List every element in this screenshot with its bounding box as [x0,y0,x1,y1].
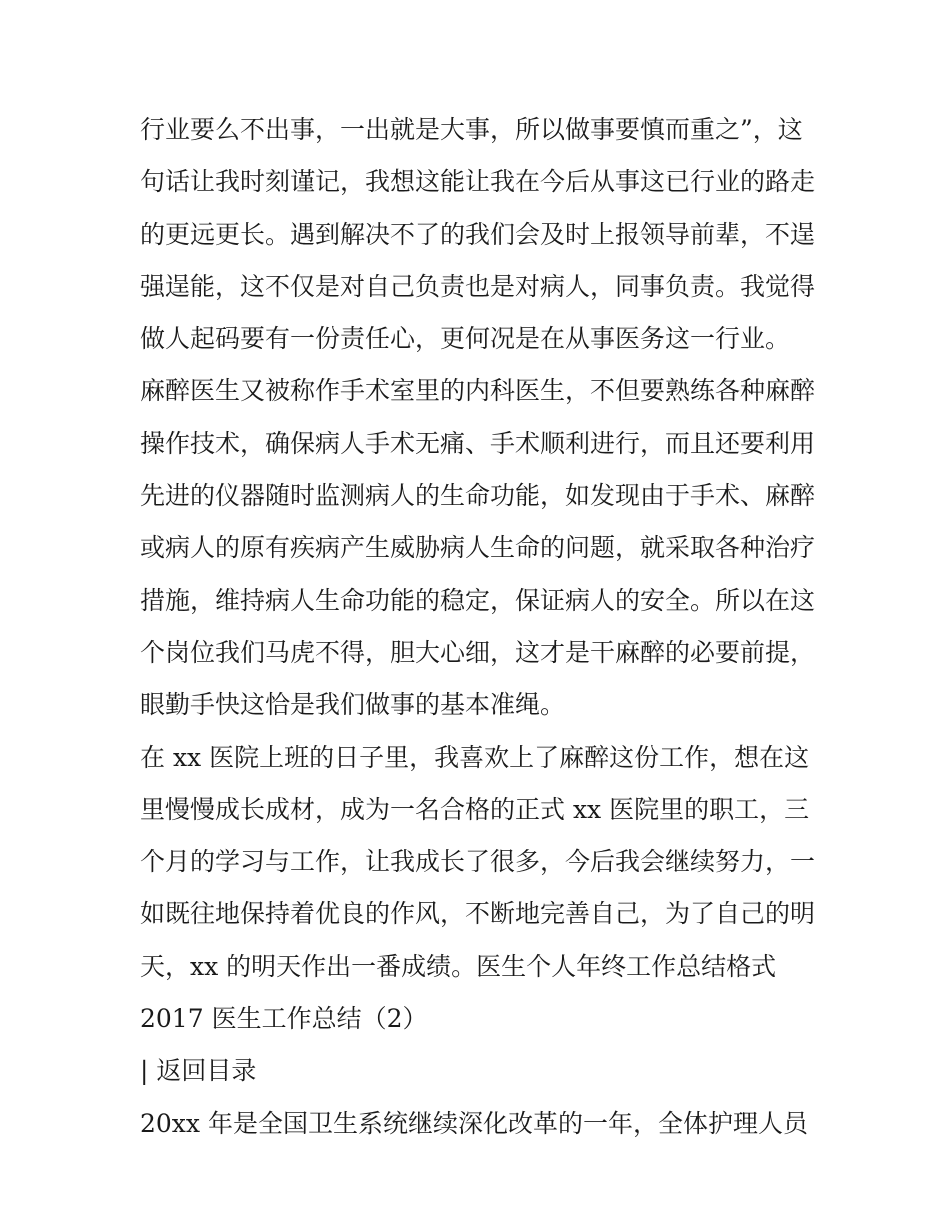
text-line: 强逞能，这不仅是对自己负责也是对病人，同事负责。我觉得 [140,271,816,301]
section-heading: 2017 医生工作总结（2） [140,1004,428,1034]
text-line: 在 xx 医院上班的日子里，我喜欢上了麻醉这份工作，想在这 [140,742,810,772]
text-line: 麻醉医生又被称作手术室里的内科医生，不但要熟练各种麻醉 [140,376,816,406]
text-line: 句话让我时刻谨记，我想这能让我在今后从事这已行业的路走 [140,167,816,197]
text-line: 个岗位我们马虎不得，胆大心细，这才是干麻醉的必要前提， [140,637,816,667]
text-line: 的更远更长。遇到解决不了的我们会及时上报领导前辈，不逞 [140,219,816,249]
text-line: 做人起码要有一份责任心，更何况是在从事医务这一行业。 [140,324,791,354]
text-line: 个月的学习与工作，让我成长了很多，今后我会继续努力，一 [140,847,816,877]
document-body [140,104,820,1150]
text-line: 20xx 年是全国卫生系统继续深化改革的一年，全体护理人员 [140,1108,808,1138]
text-line: 天，xx 的明天作出一番成绩。医生个人年终工作总结格式 [140,951,777,981]
text-line: 或病人的原有疾病产生威胁病人生命的问题，就采取各种治疗 [140,533,816,563]
text-line: 如既往地保持着优良的作风，不断地完善自己，为了自己的明 [140,899,816,929]
text-line: 里慢慢成长成材，成为一名合格的正式 xx 医院里的职工，三 [140,794,810,824]
text-line: 措施，维持病人生命功能的稳定，保证病人的安全。所以在这 [140,585,816,615]
text-line: 操作技术，确保病人手术无痛、手术顺利进行，而且还要利用 [140,428,816,458]
back-to-contents-link[interactable]: | 返回目录 [140,1056,257,1086]
text-line: 眼勤手快这恰是我们做事的基本准绳。 [140,690,566,720]
text-line: 行业要么不出事，一出就是大事，所以做事要慎而重之”，这 [140,115,803,144]
text-line: 先进的仪器随时监测病人的生命功能，如发现由于手术、麻醉 [140,481,816,511]
